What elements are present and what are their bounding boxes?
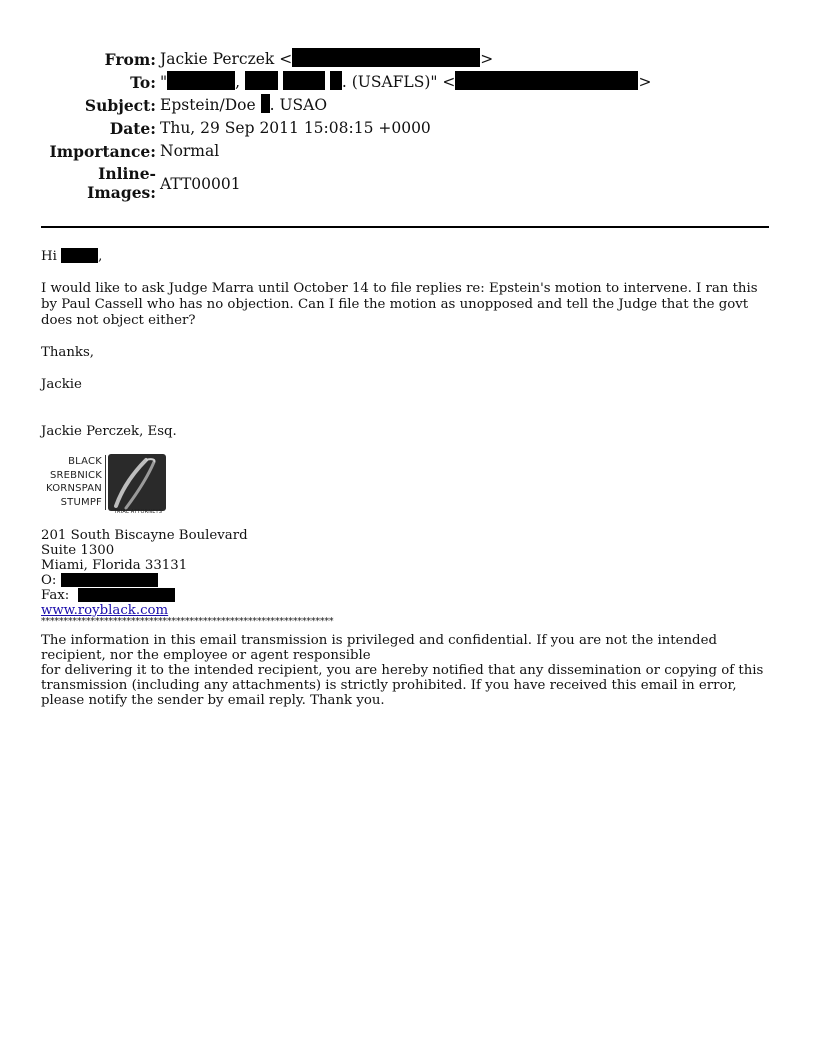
subject-label: Subject:: [84, 96, 156, 115]
date-value: Thu, 29 Sep 2011 15:08:15 +0000: [160, 119, 431, 137]
redaction-block: [330, 71, 342, 90]
address-line-1: 201 South Biscayne Boulevard: [41, 528, 248, 543]
inline-images-row: [0, 164, 816, 204]
to-sep: ,: [235, 73, 241, 91]
logo-word: SREBNICK: [49, 469, 102, 481]
to-row: [0, 71, 816, 94]
logo-word: BLACK: [68, 456, 102, 467]
to-close: >: [638, 73, 652, 91]
greeting-suffix: ,: [98, 249, 103, 264]
logo-wordmark: [41, 455, 102, 509]
signature-contact: [41, 528, 771, 618]
inline-label-line-1: Inline-: [98, 164, 156, 183]
from-row: [0, 48, 816, 71]
fax-label: Fax:: [41, 588, 70, 603]
subject-prefix: Epstein/Doe: [160, 96, 256, 114]
disclaimer-line-1: The information in this email transmission is privileged and confidential. If you are not the intended recipient, nor the employee or agent responsible: [41, 633, 717, 663]
disclaimer-separator: *****************************************************************: [41, 617, 334, 627]
redaction-block: [292, 48, 480, 67]
office-label: O:: [41, 573, 57, 588]
thanks-line: Thanks,: [41, 345, 95, 360]
date-label: Date:: [109, 119, 156, 138]
importance-label: Importance:: [49, 142, 156, 161]
redaction-block: [78, 588, 175, 602]
signature-name: Jackie Perczek, Esq.: [41, 424, 177, 439]
redaction-block: [245, 71, 278, 90]
greeting-prefix: Hi: [41, 249, 57, 264]
from-close: >: [480, 50, 494, 68]
redaction-block: [455, 71, 638, 90]
redaction-block: [167, 71, 235, 90]
to-open: ": [160, 73, 168, 91]
subject-row: [0, 94, 816, 117]
inline-images-value: ATT00001: [160, 175, 241, 193]
office-phone-line: [41, 573, 771, 588]
to-label: To:: [130, 73, 156, 92]
to-value: [160, 71, 651, 94]
firm-logo: [41, 453, 171, 517]
inline-label-line-2: Images:: [87, 183, 156, 202]
message-paragraph: I would like to ask Judge Marra until October 14 to file replies re: Epstein's motion to intervene. I ran this by Paul Cassell who has no objection. Can I file the motion as unopposed and tell the Judge that the govt does not object either?: [41, 281, 758, 328]
logo-divider: [105, 455, 106, 510]
fax-line: [41, 588, 771, 603]
from-name: Jackie Perczek <: [160, 50, 293, 68]
greeting: [41, 248, 771, 265]
disclaimer-line-2: for delivering it to the intended recipient, you are hereby notified that any dissemination or copying of this transmission (including any attachments) is strictly prohibited. If you have received this email in error, please notify the sender by email reply. Thank you.: [41, 663, 764, 708]
importance-value: Normal: [160, 142, 220, 160]
logo-tagline: TRIAL ATTORNEYS: [113, 509, 163, 515]
logo-mark-icon: [108, 454, 166, 511]
header-divider: [41, 226, 769, 228]
address-line-2: Suite 1300: [41, 543, 115, 558]
disclaimer: [41, 633, 771, 708]
redaction-block: [61, 248, 98, 263]
importance-row: [0, 140, 816, 163]
inline-images-label: [87, 164, 156, 202]
from-value: [160, 48, 493, 71]
subject-suffix: . USAO: [269, 96, 328, 114]
subject-value: [160, 94, 327, 117]
date-row: [0, 117, 816, 140]
address-line-3: Miami, Florida 33131: [41, 558, 188, 573]
sign-off: Jackie: [41, 377, 82, 392]
redaction-block: [61, 573, 158, 587]
logo-word: KORNSPAN: [46, 483, 102, 494]
website-link[interactable]: www.royblack.com: [41, 603, 169, 618]
logo-word: STUMPF: [60, 496, 102, 508]
redaction-block: [283, 71, 325, 90]
redaction-block: [261, 94, 270, 113]
from-label: From:: [104, 50, 156, 69]
to-suffix: . (USAFLS)" <: [341, 73, 456, 91]
